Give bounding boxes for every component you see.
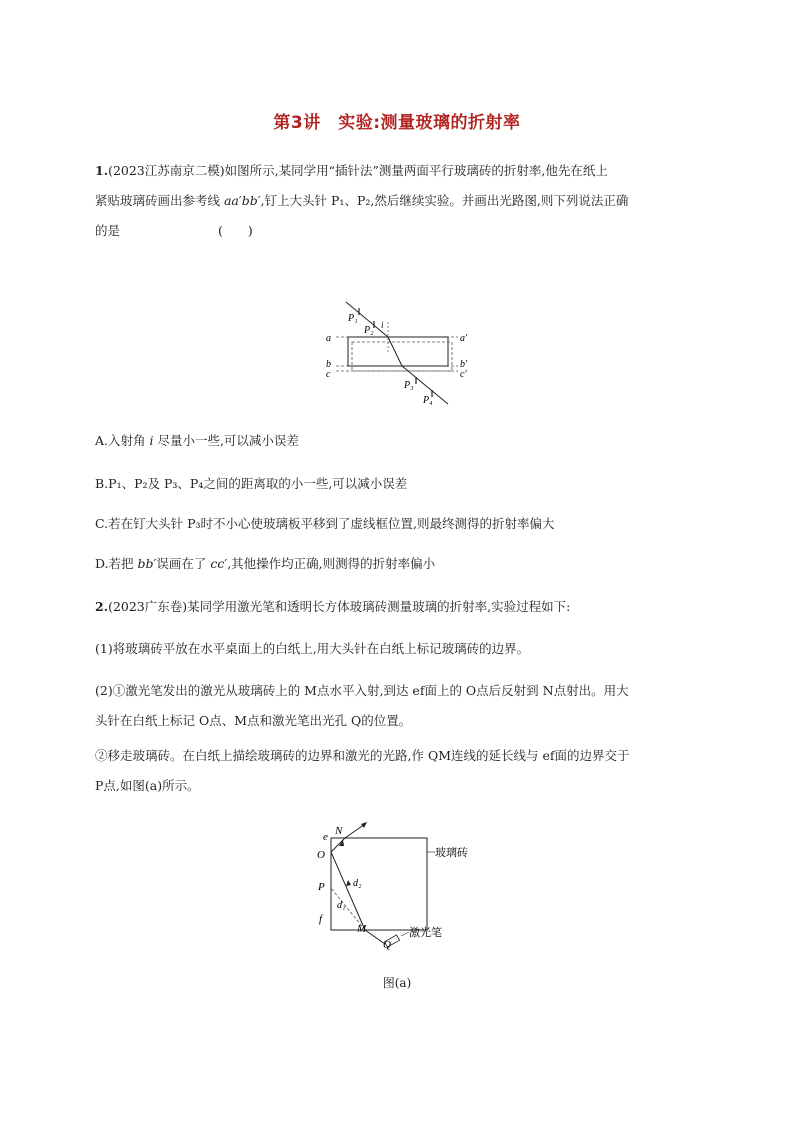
q2-number: 2.	[95, 599, 109, 614]
label-i: i	[381, 320, 384, 330]
laser-leader	[401, 932, 409, 936]
figure-a-caption: 图(a)	[382, 976, 412, 990]
laser-beam-in	[365, 930, 385, 944]
arrow-mo	[346, 880, 351, 886]
q2-stem: 2.(2023广东卷)某同学用激光笔和透明长方体玻璃砖测量玻璃的折射率,实验过程如下:	[95, 599, 571, 614]
label-b: b	[326, 359, 331, 370]
q1-stem	[95, 156, 705, 246]
answer-blank: ( )	[218, 223, 253, 238]
q1-option-a: A.入射角 i 尽量小一些,可以减小误差	[95, 433, 299, 448]
q1-option-b: B.P₁、P₂及 P₃、P₄之间的距离取的小一些,可以减小误差	[95, 476, 408, 491]
q2-step1: (1)将玻璃砖平放在水平桌面上的白纸上,用大头针在白纸上标记玻璃砖的边界。	[95, 641, 530, 656]
label-q: Q	[383, 939, 391, 950]
label-p3: P₃	[404, 380, 414, 391]
label-a: a	[326, 333, 331, 344]
label-p1: P₁	[348, 313, 358, 324]
page-title: 第3讲 实验:测量玻璃的折射率	[273, 113, 521, 133]
refracted-ray	[388, 337, 402, 366]
label-m: M	[357, 923, 367, 935]
shifted-frame	[352, 342, 452, 371]
label-b-prime: b′	[460, 359, 468, 370]
label-o: O	[317, 849, 325, 861]
laser-glass-diagram	[313, 820, 483, 950]
q1-figure	[318, 298, 478, 408]
label-d2: d₂	[353, 878, 362, 889]
label-p: P	[318, 881, 325, 893]
label-d1: d₁	[337, 900, 346, 911]
q2-step3: ②移走玻璃砖。在白纸上描绘玻璃砖的边界和激光的光路,作 QM连线的延长线与 ef面的边界交于 P点,如图(a)所示。	[95, 748, 630, 793]
label-n: N	[335, 825, 343, 837]
label-e: e	[323, 831, 328, 843]
q1-stem-line3: 的是 ( )	[95, 223, 253, 238]
q2-figure	[313, 820, 483, 950]
q1-number: 1.	[95, 163, 109, 178]
glass-block	[348, 337, 448, 366]
beam-m-to-o	[331, 852, 365, 930]
arrow-exit	[361, 822, 367, 828]
q1-stem-line1: 1.(2023江苏南京二模)如图所示,某同学用“插针法”测量两面平行玻璃砖的折射率,他先在纸上	[95, 163, 608, 178]
label-laser-pen: 激光笔	[409, 926, 442, 939]
q1-option-d: D.若把 bb′误画在了 cc′,其他操作均正确,则测得的折射率偏小	[95, 556, 436, 571]
q2-step2: (2)①激光笔发出的激光从玻璃砖上的 M点水平入射,到达 ef面上的 O点后反射到 N点射出。用大 头针在白纸上标记 O点、M点和激光笔出光孔 Q的位置。	[95, 683, 629, 728]
glass-refraction-diagram	[318, 298, 478, 408]
label-a-prime: a′	[460, 333, 468, 344]
label-p4: P₄	[423, 395, 433, 406]
label-c-prime: c′	[460, 369, 467, 380]
beam-exit	[345, 824, 365, 838]
label-c: c	[326, 369, 331, 380]
label-f: f	[319, 913, 323, 925]
q1-option-c: C.若在钉大头针 P₃时不小心使玻璃板平移到了虚线框位置,则最终测得的折射率偏大	[95, 516, 555, 531]
label-glass-brick: 玻璃砖	[435, 846, 468, 859]
q1-stem-line2: 紧贴玻璃砖画出参考线 aa′bb′,钉上大头针 P₁、P₂,然后继续实验。并画出光路图,则下列说法正确	[95, 193, 629, 208]
label-p2: P₂	[364, 325, 374, 336]
